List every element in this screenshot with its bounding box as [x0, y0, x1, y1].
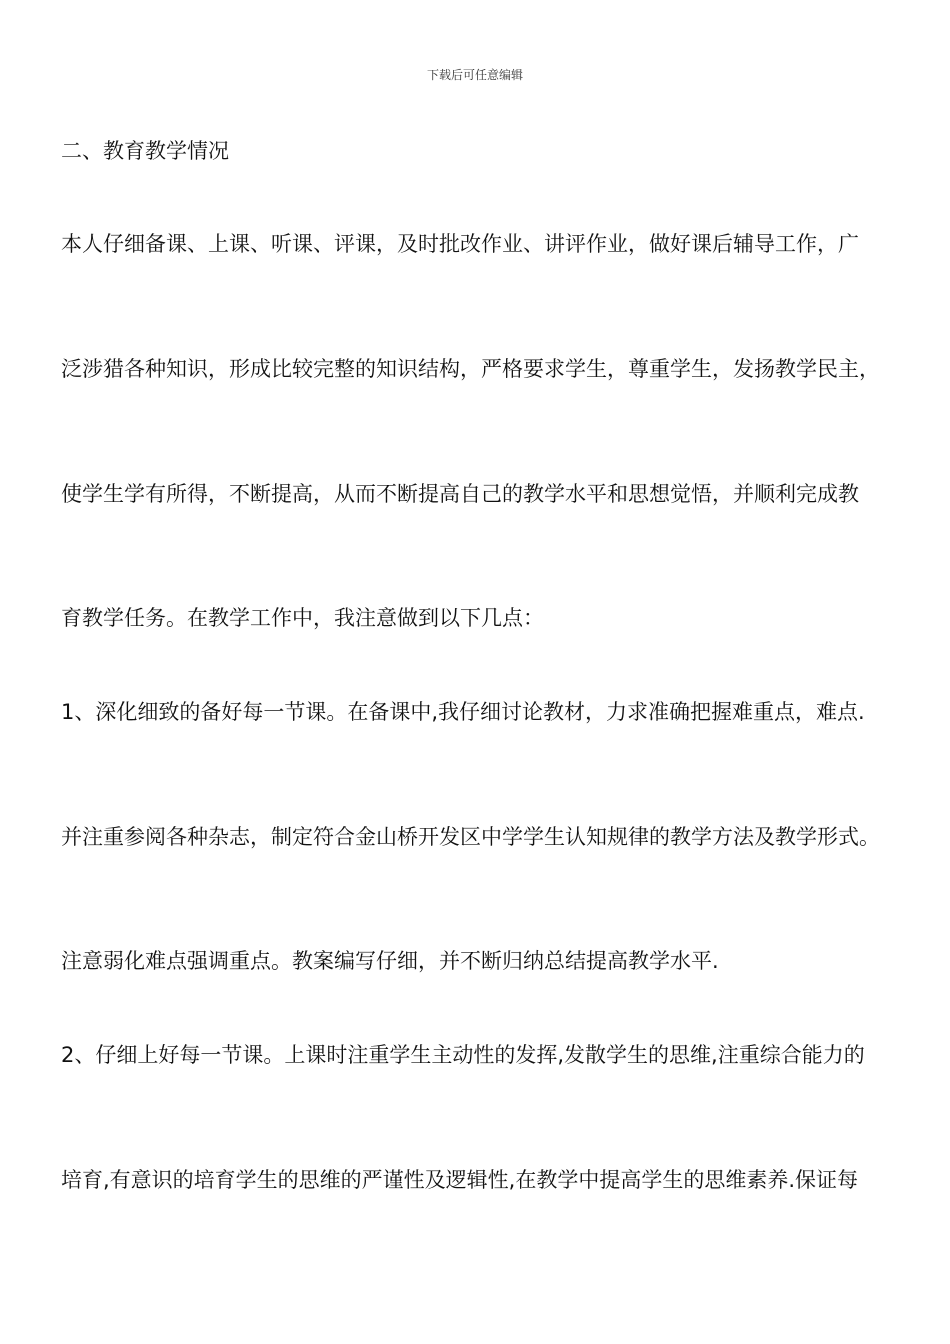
paragraph-line-2: 泛涉猎各种知识，形成比较完整的知识结构，严格要求学生，尊重学生，发扬教学民主， — [61, 357, 880, 381]
paragraph-line-8: 2、仔细上好每一节课。上课时注重学生主动性的发挥,发散学生的思维,注重综合能力的 — [61, 1043, 865, 1067]
paragraph-line-7: 注意弱化难点强调重点。教案编写仔细，并不断归纳总结提高教学水平. — [61, 949, 719, 973]
paragraph-line-6: 并注重参阅各种杂志，制定符合金山桥开发区中学学生认知规律的教学方法及教学形式。 — [61, 825, 880, 849]
page-header: 下载后可任意编辑 — [426, 68, 523, 82]
paragraph-line-4: 育教学任务。在教学工作中，我注意做到以下几点： — [61, 606, 544, 630]
paragraph-line-9: 培育,有意识的培育学生的思维的严谨性及逻辑性,在教学中提高学生的思维素养.保证每 — [61, 1168, 859, 1192]
paragraph-line-5: 1、深化细致的备好每一节课。在备课中,我仔细讨论教材，力求准确把握难重点，难点. — [61, 700, 865, 724]
section-heading: 二、教育教学情况 — [61, 139, 229, 163]
paragraph-line-1: 本人仔细备课、上课、听课、评课，及时批改作业、讲评作业，做好课后辅导工作，广 — [61, 232, 859, 256]
paragraph-line-3: 使学生学有所得，不断提高，从而不断提高自己的教学水平和思想觉悟，并顺利完成教 — [61, 482, 859, 506]
